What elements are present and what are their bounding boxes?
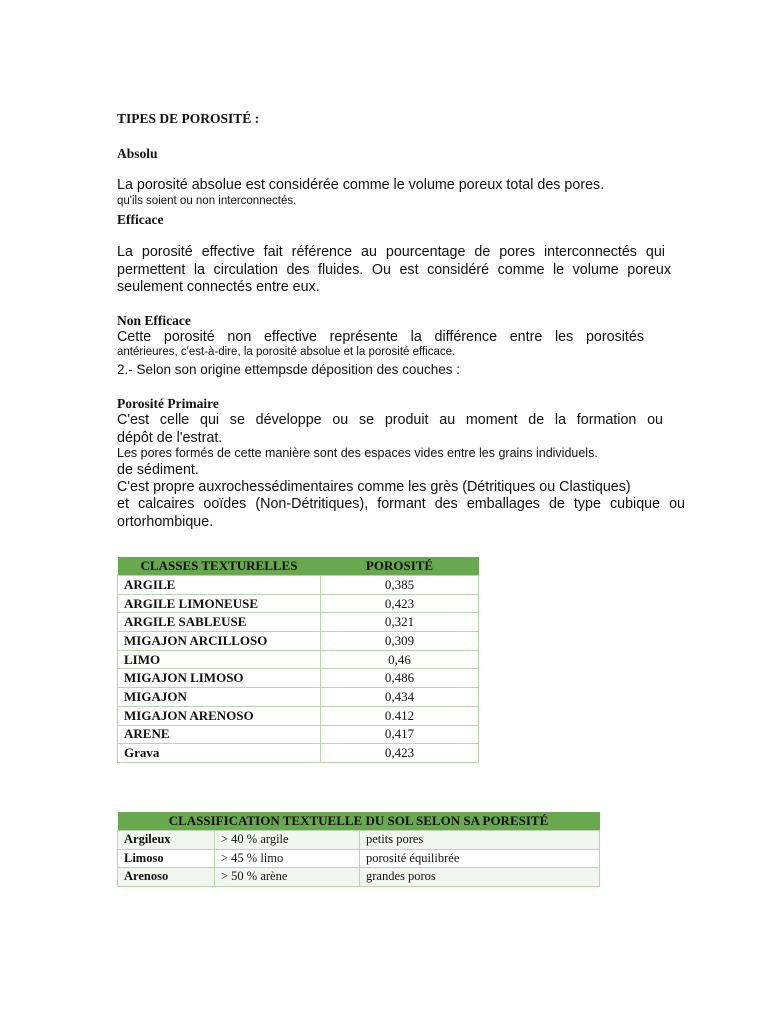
table-row [118,706,479,725]
porosity-cell: 0,385 [321,576,479,595]
primaire-line-1: C'est celle qui se développe ou se produit au moment de la formation ou [117,412,663,428]
table-row [118,632,479,651]
class-cell: LIMO [118,650,321,669]
non-efficace-line-2: antérieures, c'est-à-dire, la porosité absolue et la porosité efficace. [117,346,456,358]
table-header-row [118,557,479,576]
soil-type-cell: Argileux [118,831,215,850]
classification-table-title: CLASSIFICATION TEXTUELLE DU SOL SELON SA PORESITÉ [118,812,600,831]
table-row [118,594,479,613]
soil-classification-table [117,812,600,887]
table-row [118,650,479,669]
class-cell: ARGILE LIMONEUSE [118,594,321,613]
class-cell: ARENE [118,725,321,744]
primaire-line-3: Les pores formés de cette manière sont des espaces vides entre les grains individuels. [117,446,598,460]
table-row [118,831,600,850]
page-title: TIPES DE POROSITÉ : [117,111,260,126]
non-efficace-line-3: 2.- Selon son origine ettempsde déposition des couches : [117,362,460,377]
texture-porosity-table [117,557,479,763]
class-cell: ARGILE [118,576,321,595]
primaire-line-4: de sédiment. [117,462,199,478]
absolu-line-1: La porosité absolue est considérée comme le volume poreux total des pores. [117,177,605,193]
column-header-classes: CLASSES TEXTURELLES [118,557,321,576]
efficace-line-3: seulement connectés entre eux. [117,279,320,295]
pore-description-cell: petits pores [360,831,600,850]
pore-description-cell: porosité équilibrée [360,849,600,868]
porosity-cell: 0,434 [321,688,479,707]
primaire-line-5: C'est propre auxrochessédimentaires comme les grès (Détritiques ou Clastiques) [117,479,631,495]
efficace-line-2: permettent la circulation des fluides. Ou est considéré comme le volume poreux [117,262,671,278]
porosity-cell: 0,486 [321,669,479,688]
composition-cell: > 45 % limo [215,849,360,868]
porosity-cell: 0,423 [321,594,479,613]
primaire-line-6: et calcaires ooïdes (Non-Détritiques), formant des emballages de type cubique ou [117,496,685,512]
column-header-porosite: POROSITÉ [321,557,479,576]
primaire-line-7: ortorhombique. [117,514,214,530]
heading-absolu: Absolu [117,146,158,161]
absolu-line-2: qu'ils soient ou non interconnectés. [117,195,297,207]
composition-cell: > 40 % argile [215,831,360,850]
porosity-cell: 0,46 [321,650,479,669]
composition-cell: > 50 % arène [215,868,360,887]
porosity-cell: 0,321 [321,613,479,632]
porosity-cell: 0,309 [321,632,479,651]
porosity-cell: 0,423 [321,744,479,763]
soil-type-cell: Arenoso [118,868,215,887]
table-row [118,744,479,763]
table-row [118,868,600,887]
pore-description-cell: grandes poros [360,868,600,887]
table-row [118,669,479,688]
table-header-row [118,812,600,831]
non-efficace-line-1: Cette porosité non effective représente la différence entre les porosités [117,329,644,345]
primaire-line-2: dépôt de l'estrat. [117,430,223,446]
efficace-line-1: La porosité effective fait référence au pourcentage de pores interconnectés qui [117,244,665,260]
soil-type-cell: Limoso [118,849,215,868]
heading-porosite-primaire: Porosité Primaire [117,396,219,411]
class-cell: Grava [118,744,321,763]
table-row [118,688,479,707]
class-cell: MIGAJON [118,688,321,707]
porosity-cell: 0,417 [321,725,479,744]
class-cell: MIGAJON LIMOSO [118,669,321,688]
porosity-cell: 0.412 [321,706,479,725]
class-cell: ARGILE SABLEUSE [118,613,321,632]
table-row [118,725,479,744]
class-cell: MIGAJON ARCILLOSO [118,632,321,651]
class-cell: MIGAJON ARENOSO [118,706,321,725]
table-row [118,576,479,595]
heading-efficace: Efficace [117,212,164,227]
table-row [118,613,479,632]
heading-non-efficace: Non Efficace [117,313,191,328]
table-row [118,849,600,868]
